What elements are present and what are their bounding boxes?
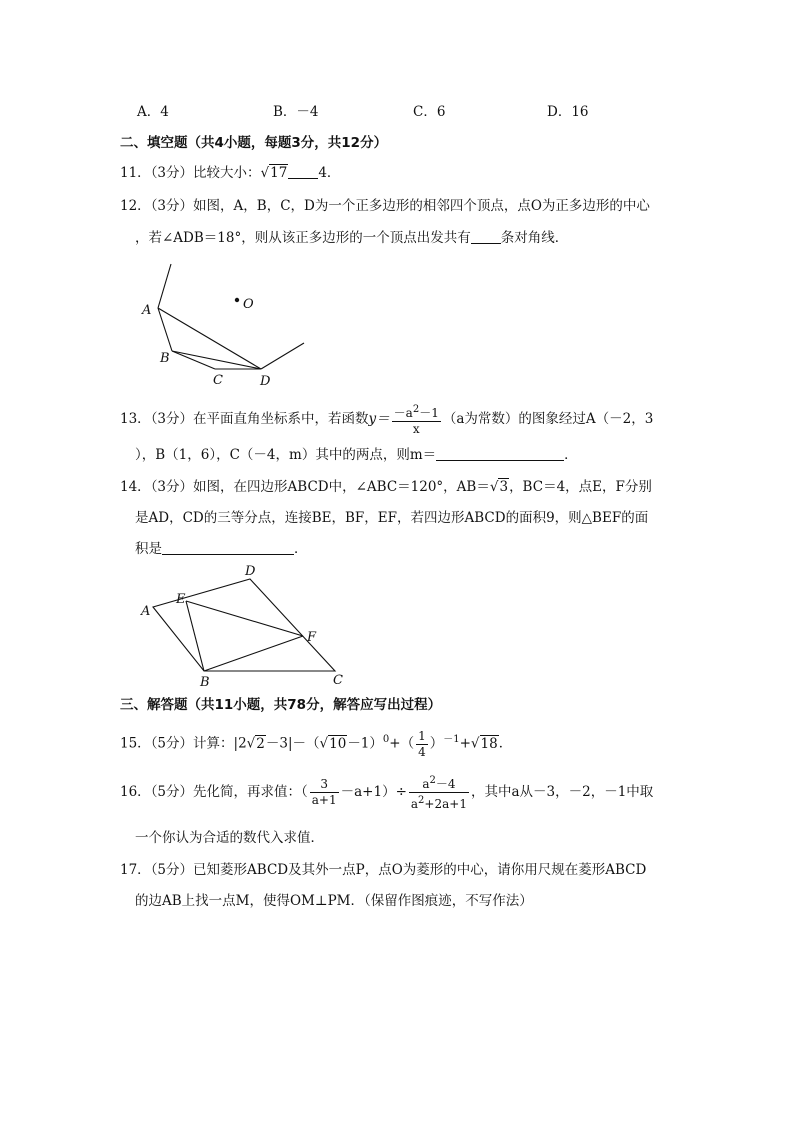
q14-text-1a: 如图，在四边形ABCD中，∠ABC＝120°，AB＝ [193,479,490,495]
q11-tail: 4． [318,165,341,181]
q14-score: （3分） [150,479,194,495]
q14-quadrilateral-figure [135,563,350,688]
q14-text-1c: ，BC＝4，点E，F分别 [509,479,652,495]
q16-fraction-2: $\frac{a^2-4}{a^2+2a+1}$ [410,775,467,811]
q12-number: 12． [120,198,151,214]
option-a: A．4 [137,104,169,120]
question-15: 15．（5分）计算：$|2√2-3|-(√10-1)^0+$（ $\frac{1}{4}$ ）$^{-1}$+√18． [120,728,513,759]
q12-text-1: 如图，A，B，C，D为一个正多边形的相邻四个顶点，点O为正多边形的中心 [193,198,650,214]
label-b: B [160,351,170,366]
question-11 [120,163,340,183]
q14-text-3b: ． [294,541,308,557]
q11-prefix: 比较大小： [193,165,261,181]
q16-number: 16． [120,784,151,800]
q13-text-2b: ． [564,447,578,463]
q12-score: （3分） [150,198,194,214]
label-a: A [141,604,151,619]
question-13-line2 [135,445,578,465]
option-d: D．16 [547,104,589,120]
q16-fraction-1: $\frac{3}{a+1}$ [311,777,337,807]
q13-text-2a: ），B（1，6），C（－4，m）其中的两点，则m＝ [135,447,437,463]
question-14-line1: 14．（3分）如图，在四边形ABCD中，∠ABC＝120°，AB＝√3，BC＝4，点E，F分别 [120,479,652,495]
q13-score: （3分） [150,411,194,427]
option-c: C．6 [413,104,446,120]
question-16-line2: 一个你认为合适的数代入求值． [135,830,324,846]
label-f: F [307,630,317,645]
q17-score: （5分） [150,862,194,878]
q14-answer-blank [162,540,294,555]
label-c: C [213,373,223,388]
q11-answer-blank [288,164,318,179]
label-e: E [176,592,186,607]
q14-radicand: 3 [499,479,509,495]
question-14-line3 [135,539,308,559]
section-2-heading: 二、填空题（共4小题，每题3分，共12分） [120,135,388,151]
q12-text-2a: ，若∠ADB＝18°，则从该正多边形的一个顶点出发共有 [135,230,471,246]
section-3-heading: 三、解答题（共11小题，共78分，解答应写出过程） [120,697,442,713]
label-d: D [260,374,271,389]
question-14-line2: 是AD，CD的三等分点，连接BE，BF，EF，若四边形ABCD的面积9，则△BEF的面 [135,510,649,526]
q17-text-1: 已知菱形ABCD及其外一点P，点O为菱形的中心，请你用尺规在菱形ABCD [193,862,647,878]
q13-prefix: 在平面直角坐标系中，若函数 [193,411,369,427]
q15-number: 15． [120,735,151,752]
label-d: D [245,564,256,579]
center-point-o [235,298,239,302]
label-c: C [333,673,343,688]
q16-tail: ，其中a从－3，－2，－1中取 [470,784,654,800]
question-13-line1 [120,398,653,440]
q16-prefix: 先化简，再求值：（ [193,784,308,800]
label-o: O [243,297,254,312]
q14-number: 14． [120,479,151,495]
q13-mid: （a为常数）的图象经过A（－2，3 [442,411,654,427]
q16-score: （5分） [150,784,194,800]
q13-answer-blank [436,446,564,461]
option-b: B．－4 [273,104,319,120]
label-a: A [142,303,152,318]
q11-radicand: 17 [270,165,288,181]
q13-fraction: $\frac{-a^2-1}{x}$ [393,404,439,436]
q17-number: 17． [120,862,151,878]
q12-polygon-figure [130,258,320,390]
sqrt-sign: √ [260,165,270,181]
q13-number: 13． [120,411,151,427]
q12-text-2b: 条对角线． [500,230,569,246]
q11-score: （3分） [150,165,194,181]
question-16-line1: 16．（5分）先化简，再求值：（ $\frac{3}{a+1}$ －a+1）÷ $\frac{a^2-4}{a^2+2a+1}$ ，其中a从－3，－2，－1中取 [120,775,654,811]
question-17-line2: 的边AB上找一点M，使得OM⊥PM．（保留作图痕迹，不写作法） [135,893,533,909]
q12-answer-blank [471,229,501,244]
q13-y: y＝ [368,411,390,427]
question-17-line1 [120,860,646,880]
question-12-line1 [120,196,650,216]
q15-fraction: $\frac{1}{4}$ [418,728,426,759]
q15-prefix: 计算：|2 [193,735,247,752]
q14-text-3a: 积是 [135,541,162,557]
label-b: B [200,675,210,688]
question-12-line2 [135,228,568,248]
q15-score: （5分） [150,735,194,752]
q11-number: 11． [120,165,151,181]
